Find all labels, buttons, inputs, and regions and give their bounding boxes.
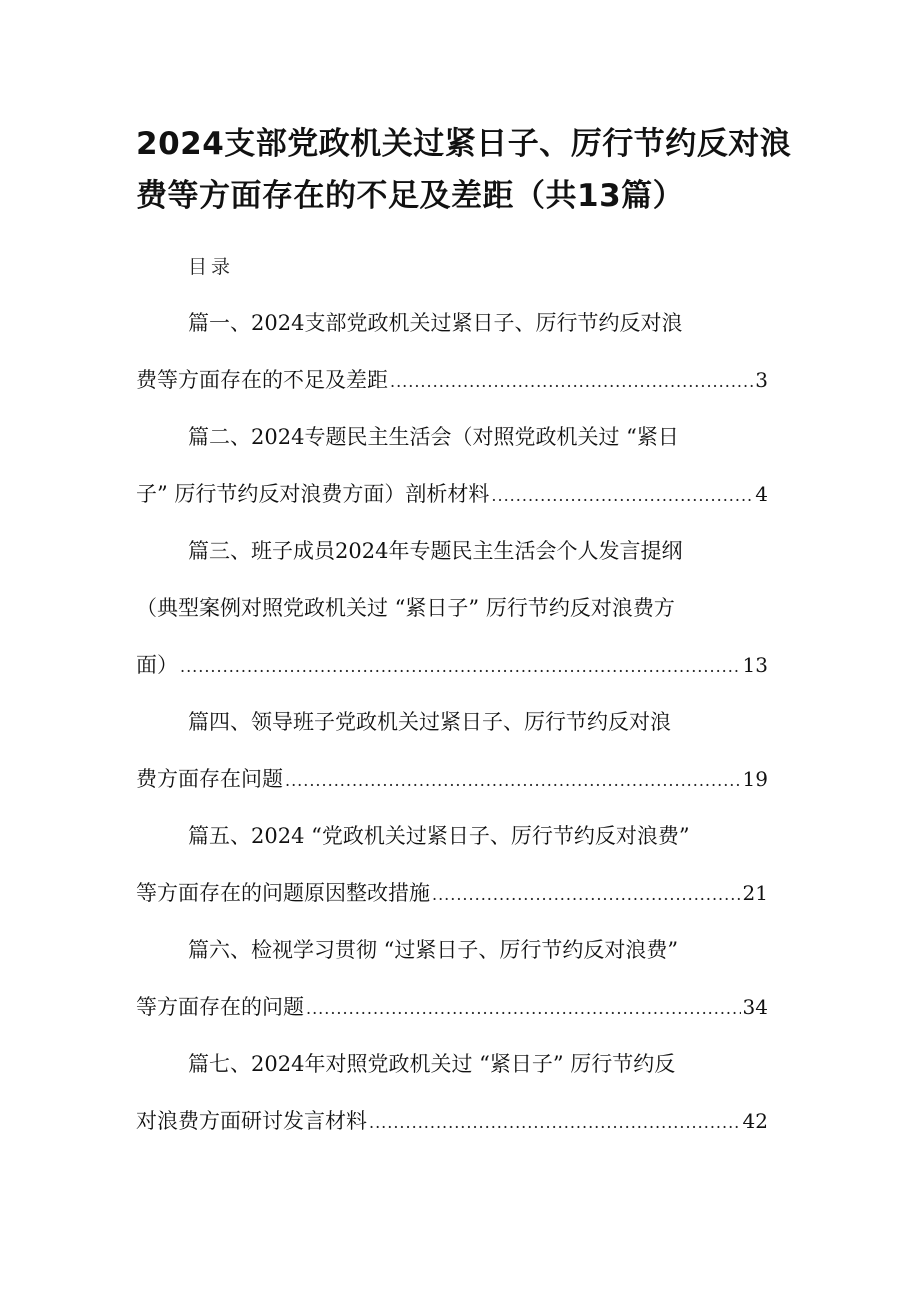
toc-page-number: 42 — [742, 1109, 768, 1133]
toc-entry-text: 子” 厉行节约反对浪费方面）剖析材料 — [136, 482, 490, 506]
dot-leader — [306, 986, 741, 1032]
toc-entry-text: 篇六、检视学习贯彻 “过紧日子、厉行节约反对浪费” — [188, 938, 679, 962]
document-title: 2024支部党政机关过紧日子、厉行节约反对浪费等方面存在的不足及差距（共13篇） — [136, 126, 792, 214]
dot-leader — [285, 758, 741, 804]
toc-page-number: 21 — [742, 881, 768, 905]
toc-entry-text: 篇二、2024专题民主生活会（对照党政机关过 “紧日 — [188, 425, 679, 449]
toc-heading: 目录 — [188, 256, 235, 278]
toc-entry-6[interactable] — [136, 927, 768, 1041]
toc-entry-5[interactable] — [136, 813, 768, 927]
toc-entry-text: 等方面存在的问题 — [136, 995, 304, 1019]
toc-entry-last-line — [136, 870, 768, 927]
toc-entry-text: 费等方面存在的不足及差距 — [136, 368, 388, 392]
toc-entry-text: 篇三、班子成员2024年专题民主生活会个人发言提纲 — [188, 539, 683, 563]
dot-leader — [432, 872, 741, 918]
toc-entry-text: 等方面存在的问题原因整改措施 — [136, 881, 430, 905]
toc-page-number: 3 — [755, 368, 768, 392]
toc-entry-text: 篇四、领导班子党政机关过紧日子、厉行节约反对浪 — [188, 710, 671, 734]
dot-leader — [491, 473, 753, 519]
toc-entry-text: 费方面存在问题 — [136, 767, 283, 791]
toc-entry-7[interactable] — [136, 1041, 768, 1155]
toc-page-number: 13 — [742, 653, 768, 677]
toc-entry-4[interactable] — [136, 699, 768, 813]
toc-entry-text: 篇一、2024支部党政机关过紧日子、厉行节约反对浪 — [188, 311, 683, 335]
toc-page-number: 19 — [742, 767, 768, 791]
dot-leader — [390, 359, 753, 405]
toc-entry-text: 篇五、2024 “党政机关过紧日子、厉行节约反对浪费” — [188, 824, 690, 848]
toc-entry-text: 篇七、2024年对照党政机关过 “紧日子” 厉行节约反 — [188, 1052, 676, 1076]
toc-entry-text: 对浪费方面研讨发言材料 — [136, 1109, 367, 1133]
toc-entry-3[interactable] — [136, 528, 768, 699]
toc-entry-last-line — [136, 984, 768, 1041]
toc-entry-last-line — [136, 357, 768, 414]
toc-entry-last-line — [136, 642, 768, 699]
toc-entry-last-line — [136, 471, 768, 528]
toc-entry-last-line — [136, 756, 768, 813]
dot-leader — [180, 644, 741, 690]
dot-leader — [369, 1100, 741, 1146]
toc-entry-last-line — [136, 1098, 768, 1155]
toc-entry-text: （典型案例对照党政机关过 “紧日子” 厉行节约反对浪费方 — [136, 596, 675, 620]
toc-entry-1[interactable] — [136, 300, 768, 414]
toc-page-number: 34 — [742, 995, 768, 1019]
toc-entry-2[interactable] — [136, 414, 768, 528]
table-of-contents — [136, 300, 768, 1155]
toc-page-number: 4 — [755, 482, 768, 506]
toc-entry-text: 面） — [136, 653, 178, 677]
